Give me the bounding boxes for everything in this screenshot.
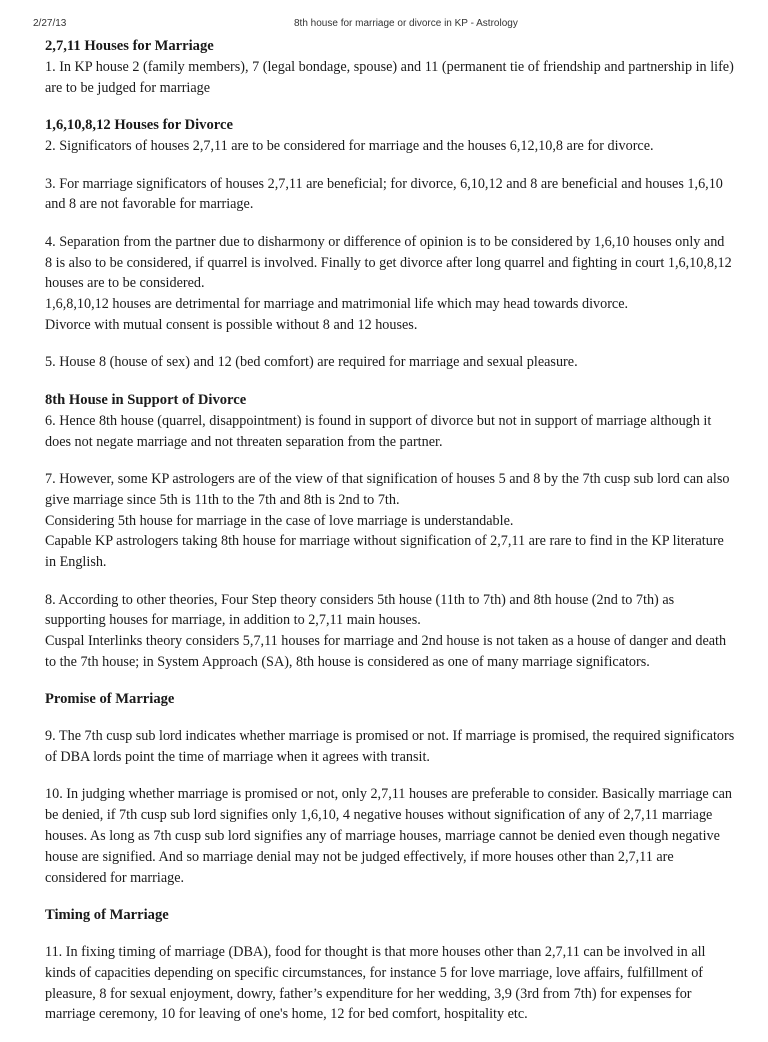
paragraph: 8. According to other theories, Four Step theory considers 5th house (11th to 7th) and 8th house (2nd to 7th) as supporting houses for marriage, in addition to 2,7,11 main houses.: [45, 591, 675, 629]
section-heading: 1,6,10,8,12 Houses for Divorce: [45, 117, 233, 134]
paragraph: 11. In fixing timing of marriage (DBA), food for thought is that more houses other than 2,7,11 can be involved in all kinds of capacities depending on specific circumstances, for instance 5 for love marriage, love affairs, fulfillment of pleasure, 8 for sexual enjoyment, dowry, father’s expenditure for her wedding, 3,9 (3rd from 7th) for expenses for marriage ceremony, 10 for leaving of one's home, 12 for bed comfort, hospitality etc.: [45, 944, 706, 1023]
print-header: [0, 18, 768, 32]
paragraph: 1. In KP house 2 (family members), 7 (legal bondage, spouse) and 11 (permanent tie of friendship and partnership in life) are to be judged for marriage: [45, 59, 734, 96]
section-heading: Timing of Marriage: [45, 907, 169, 924]
section-divorce-houses: [45, 115, 735, 373]
section-timing-of-marriage: [45, 905, 735, 1025]
paragraph: 5. House 8 (house of sex) and 12 (bed comfort) are required for marriage and sexual pleasure.: [45, 354, 578, 371]
paragraph: Divorce with mutual consent is possible without 8 and 12 houses.: [45, 316, 418, 333]
print-date: 2/27/13: [33, 18, 67, 29]
paragraph: Capable KP astrologers taking 8th house for marriage without signification of 2,7,11 are rare to find in the KP literature in English.: [45, 533, 724, 571]
paragraph: 4. Separation from the partner due to disharmony or difference of opinion is to be considered by 1,6,10 houses only and 8 is also to be considered, if quarrel is involved. Finally to get divorce after long quarrel and fighting in court 1,6,10,8,12 houses are to be considered.: [45, 233, 732, 292]
paragraph: Considering 5th house for marriage in the case of love marriage is understandable.: [45, 512, 514, 529]
paragraph: 1,6,8,10,12 houses are detrimental for marriage and matrimonial life which may head towards divorce.: [45, 296, 629, 313]
paragraph: 9. The 7th cusp sub lord indicates whether marriage is promised or not. If marriage is promised, the required significators of DBA lords point the time of marriage when it agrees with transit.: [45, 728, 735, 766]
section-marriage-houses: [45, 36, 735, 99]
print-page-title: 8th house for marriage or divorce in KP - Astrology: [294, 18, 518, 29]
paragraph: 3. For marriage significators of houses 2,7,11 are beneficial; for divorce, 6,10,12 and 8 are beneficial and houses 1,6,10 and 8 are not favorable for marriage.: [45, 175, 723, 213]
section-heading: Promise of Marriage: [45, 691, 175, 708]
section-heading: 8th House in Support of Divorce: [45, 391, 247, 408]
paragraph: Cuspal Interlinks theory considers 5,7,11 houses for marriage and 2nd house is not taken as a house of danger and death to the 7th house; in System Approach (SA), 8th house is considered as one of many marriage significators.: [45, 633, 727, 670]
section-heading: 2,7,11 Houses for Marriage: [45, 38, 214, 54]
section-8th-house-divorce: [45, 390, 735, 673]
paragraph: 2. Significators of houses 2,7,11 are to be considered for marriage and the houses 6,12,10,8 are for divorce.: [45, 138, 654, 155]
paragraph: 10. In judging whether marriage is promised or not, only 2,7,11 houses are preferable to consider. Basically marriage can be denied, if 7th cusp sub lord signifies only 1,6,10, 4 negative houses without signification of any of 2,7,11 marriage houses. As long as 7th cusp sub lord signifies any of marriage houses, marriage cannot be denied even though negative house are signified. And so marriage denial may not be judged effectively, if more houses other than 2,7,11 are considered for marriage.: [45, 786, 732, 886]
article-body: [45, 36, 735, 1042]
section-promise-of-marriage: [45, 689, 735, 888]
paragraph: 6. Hence 8th house (quarrel, disappointment) is found in support of divorce but not in support of marriage although it does not negate marriage and not threaten separation from the partner.: [45, 412, 712, 450]
paragraph: 7. However, some KP astrologers are of the view of that signification of houses 5 and 8 by the 7th cusp sub lord can also give marriage since 5th is 11th to the 7th and 8th is 2nd to 7th.: [45, 470, 730, 508]
